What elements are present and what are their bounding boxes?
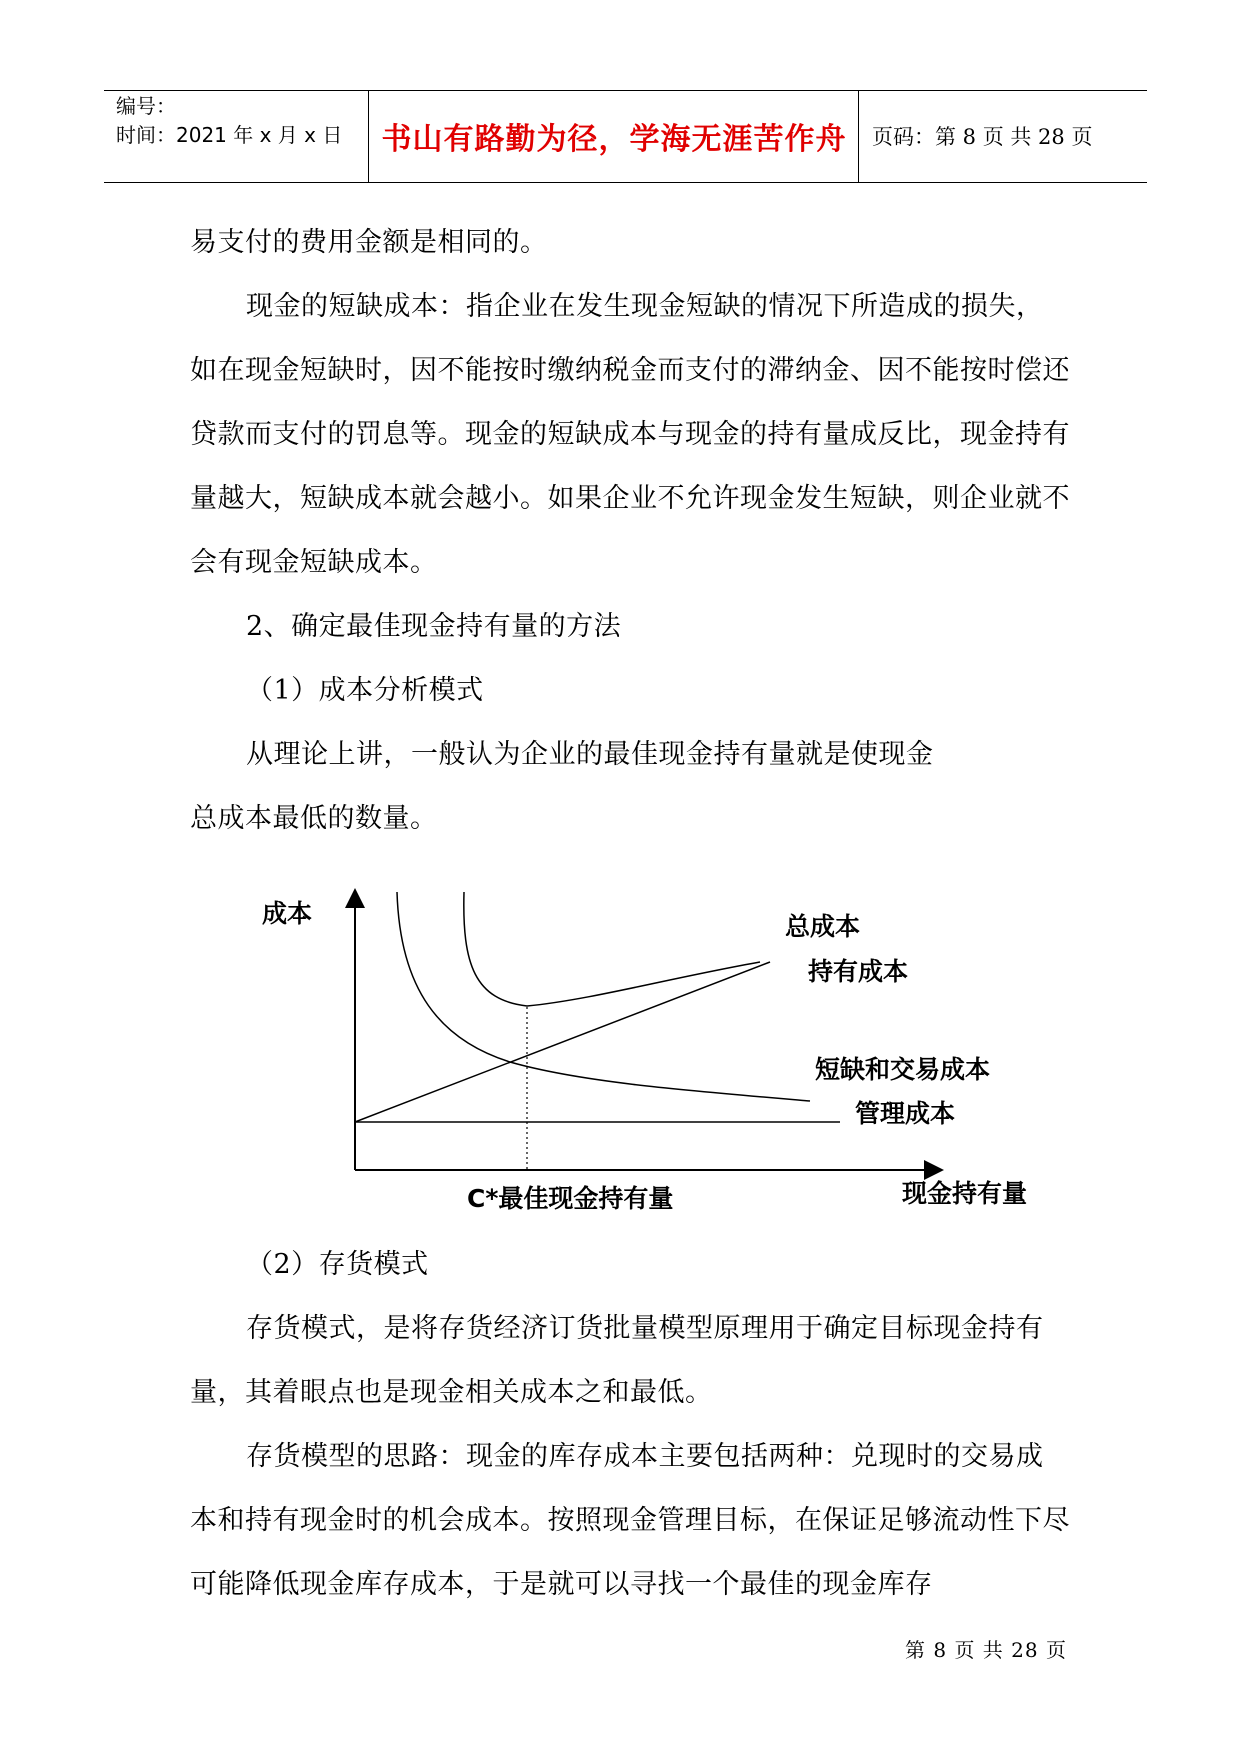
paragraph: 易支付的费用金额是相同的。 — [190, 227, 548, 258]
header-time-label: 时间：2021 年 x 月 x 日 — [116, 123, 343, 147]
optimum-label: C*最佳现金持有量 — [467, 1184, 674, 1213]
header-motto: 书山有路勤为径，学海无涯苦作舟 — [381, 122, 847, 157]
paragraph: 存货模式，是将存货经济订货批量模型原理用于确定目标现金持有量，其着眼点也是现金相关成本之和最低。 — [190, 1313, 1044, 1408]
paragraph: 总成本最低的数量。 — [190, 803, 438, 834]
x-axis-label: 现金持有量 — [902, 1179, 1028, 1208]
y-axis-label: 成本 — [262, 899, 313, 928]
paragraph: 从理论上讲，一般认为企业的最佳现金持有量就是使现金 — [246, 739, 934, 770]
legend-management-cost: 管理成本 — [855, 1099, 956, 1128]
section-heading: 2、确定最佳现金持有量的方法 — [246, 611, 622, 642]
subsection-heading: （1）成本分析模式 — [246, 675, 484, 706]
legend-total-cost: 总成本 — [785, 912, 861, 941]
cost-analysis-chart — [230, 870, 1090, 1230]
header-divider — [368, 90, 369, 182]
page-footer: 第 8 页 共 28 页 — [905, 1638, 1067, 1662]
header-divider — [858, 90, 859, 182]
subsection-heading: （2）存货模式 — [246, 1249, 429, 1280]
header-meta — [116, 92, 361, 150]
header-page-label: 页码：第 8 页 共 28 页 — [872, 125, 1093, 149]
header-number-label: 编号： — [116, 94, 176, 118]
legend-holding-cost: 持有成本 — [808, 957, 909, 986]
paragraph: 存货模型的思路：现金的库存成本主要包括两种：兑现时的交易成本和持有现金时的机会成本。按照现金管理目标，在保证足够流动性下尽可能降低现金库存成本，于是就可以寻找一个最佳的现金库存 — [190, 1441, 1070, 1600]
series-line-shortage-cost — [397, 892, 810, 1101]
legend-shortage-cost: 短缺和交易成本 — [815, 1055, 991, 1084]
paragraph: 现金的短缺成本：指企业在发生现金短缺的情况下所造成的损失，如在现金短缺时，因不能按时缴纳税金而支付的滞纳金、因不能按时偿还贷款而支付的罚息等。现金的短缺成本与现金的持有量成反比，现金持有量越大，短缺成本就会越小。如果企业不允许现金发生短缺，则企业就不会有现金短缺成本。 — [190, 291, 1070, 578]
header-bottom-rule — [104, 182, 1147, 183]
series-line-total-cost — [464, 892, 760, 1006]
